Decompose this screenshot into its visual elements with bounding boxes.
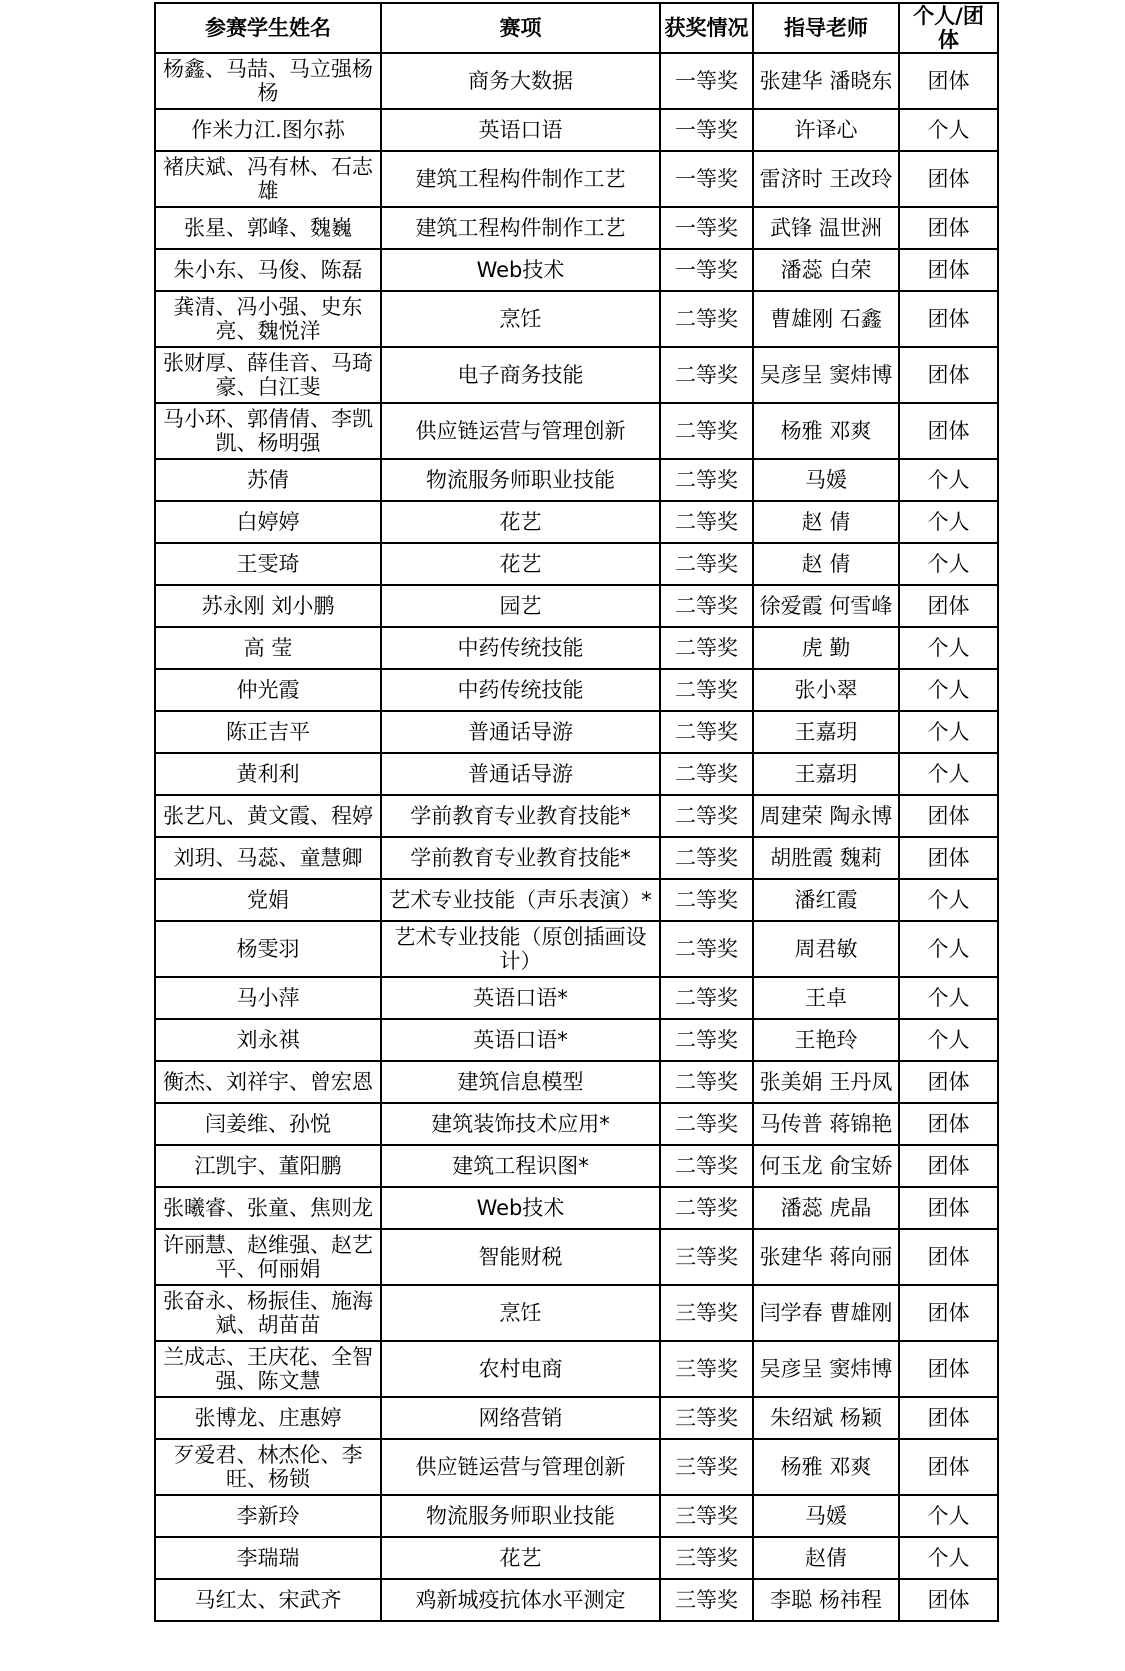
cell-advisors: 胡胜霞 魏莉 [753,837,899,879]
cell-award: 二等奖 [660,543,753,585]
cell-award: 三等奖 [660,1579,753,1621]
cell-award: 三等奖 [660,1495,753,1537]
table-row [155,1187,998,1229]
cell-type: 个人 [899,1019,998,1061]
cell-students: 闫姜维、孙悦 [155,1103,381,1145]
cell-advisors: 马传普 蒋锦艳 [753,1103,899,1145]
cell-event: 普通话导游 [381,711,660,753]
cell-event: 建筑工程识图* [381,1145,660,1187]
cell-students: 仲光霞 [155,669,381,711]
cell-advisors: 赵 倩 [753,543,899,585]
cell-students: 高 莹 [155,627,381,669]
cell-type: 团体 [899,1103,998,1145]
cell-advisors: 虎 勤 [753,627,899,669]
cell-event: 中药传统技能 [381,669,660,711]
table-row [155,1145,998,1187]
cell-students: 作米力江.图尔荪 [155,109,381,151]
cell-type: 团体 [899,151,998,207]
cell-advisors: 王艳玲 [753,1019,899,1061]
cell-advisors: 王卓 [753,977,899,1019]
cell-event: 花艺 [381,1537,660,1579]
table-row [155,1341,998,1397]
cell-students: 陈正吉平 [155,711,381,753]
cell-students: 张博龙、庄惠婷 [155,1397,381,1439]
cell-students: 杨雯羽 [155,921,381,977]
cell-students: 兰成志、王庆花、全智强、陈文慧 [155,1341,381,1397]
header-students: 参赛学生姓名 [155,3,381,53]
table-row [155,977,998,1019]
header-advisors: 指导老师 [753,3,899,53]
table-header [155,3,998,53]
cell-type: 团体 [899,403,998,459]
cell-event: 物流服务师职业技能 [381,1495,660,1537]
cell-award: 二等奖 [660,753,753,795]
cell-advisors: 杨雅 邓爽 [753,403,899,459]
cell-award: 一等奖 [660,207,753,249]
cell-students: 衡杰、刘祥宇、曾宏恩 [155,1061,381,1103]
table-row [155,585,998,627]
cell-students: 苏永刚 刘小鹏 [155,585,381,627]
cell-advisors: 马媛 [753,1495,899,1537]
cell-type: 团体 [899,347,998,403]
table-row [155,543,998,585]
cell-event: Web技术 [381,1187,660,1229]
cell-type: 个人 [899,459,998,501]
cell-advisors: 周建荣 陶永博 [753,795,899,837]
cell-award: 三等奖 [660,1439,753,1495]
cell-type: 个人 [899,753,998,795]
cell-type: 团体 [899,1061,998,1103]
table-row [155,753,998,795]
table-row [155,151,998,207]
table-row [155,501,998,543]
cell-event: 鸡新城疫抗体水平测定 [381,1579,660,1621]
cell-event: 英语口语* [381,977,660,1019]
cell-award: 二等奖 [660,837,753,879]
cell-event: 烹饪 [381,291,660,347]
cell-students: 张艺凡、黄文霞、程婷 [155,795,381,837]
table-row [155,1103,998,1145]
cell-award: 二等奖 [660,669,753,711]
cell-award: 二等奖 [660,879,753,921]
cell-event: 烹饪 [381,1285,660,1341]
cell-students: 李新玲 [155,1495,381,1537]
cell-award: 二等奖 [660,795,753,837]
table-row [155,1061,998,1103]
cell-award: 二等奖 [660,291,753,347]
cell-event: 英语口语 [381,109,660,151]
table-row [155,403,998,459]
cell-students: 王雯琦 [155,543,381,585]
cell-type: 团体 [899,53,998,109]
cell-advisors: 张美娟 王丹凤 [753,1061,899,1103]
cell-advisors: 朱绍斌 杨颖 [753,1397,899,1439]
cell-students: 马小萍 [155,977,381,1019]
cell-event: 普通话导游 [381,753,660,795]
cell-students: 张财厚、薛佳音、马琦豪、白江斐 [155,347,381,403]
cell-event: 英语口语* [381,1019,660,1061]
cell-event: 物流服务师职业技能 [381,459,660,501]
cell-type: 个人 [899,543,998,585]
cell-advisors: 赵倩 [753,1537,899,1579]
cell-award: 二等奖 [660,1019,753,1061]
cell-type: 团体 [899,1229,998,1285]
cell-type: 团体 [899,249,998,291]
table-row [155,921,998,977]
cell-award: 二等奖 [660,977,753,1019]
table-row [155,1397,998,1439]
cell-type: 团体 [899,291,998,347]
cell-students: 李瑞瑞 [155,1537,381,1579]
cell-advisors: 吴彦呈 窦炜博 [753,1341,899,1397]
cell-award: 二等奖 [660,501,753,543]
cell-type: 个人 [899,711,998,753]
cell-event: 园艺 [381,585,660,627]
table-row [155,879,998,921]
cell-advisors: 赵 倩 [753,501,899,543]
cell-type: 个人 [899,109,998,151]
cell-students: 朱小东、马俊、陈磊 [155,249,381,291]
cell-award: 二等奖 [660,921,753,977]
cell-advisors: 何玉龙 俞宝娇 [753,1145,899,1187]
cell-event: 花艺 [381,501,660,543]
table-row [155,669,998,711]
cell-event: 建筑工程构件制作工艺 [381,151,660,207]
cell-advisors: 潘蕊 白荣 [753,249,899,291]
cell-students: 党娟 [155,879,381,921]
cell-award: 二等奖 [660,347,753,403]
cell-event: 农村电商 [381,1341,660,1397]
cell-type: 团体 [899,585,998,627]
awards-table [154,2,999,1622]
table-row [155,291,998,347]
cell-advisors: 闫学春 曹雄刚 [753,1285,899,1341]
cell-award: 二等奖 [660,459,753,501]
cell-event: 建筑装饰技术应用* [381,1103,660,1145]
table-row [155,1439,998,1495]
header-award: 获奖情况 [660,3,753,53]
cell-award: 三等奖 [660,1341,753,1397]
cell-students: 白婷婷 [155,501,381,543]
table-row [155,711,998,753]
table-row [155,1019,998,1061]
cell-advisors: 潘红霞 [753,879,899,921]
cell-event: 商务大数据 [381,53,660,109]
cell-advisors: 张小翠 [753,669,899,711]
cell-award: 二等奖 [660,1103,753,1145]
table-row [155,1285,998,1341]
table-row [155,1229,998,1285]
cell-event: 中药传统技能 [381,627,660,669]
cell-advisors: 杨雅 邓爽 [753,1439,899,1495]
cell-type: 团体 [899,1285,998,1341]
cell-students: 杨鑫、马喆、马立强杨杨 [155,53,381,109]
cell-event: 花艺 [381,543,660,585]
cell-event: 建筑工程构件制作工艺 [381,207,660,249]
cell-type: 个人 [899,627,998,669]
cell-award: 二等奖 [660,627,753,669]
cell-advisors: 曹雄刚 石鑫 [753,291,899,347]
cell-advisors: 李聪 杨祎程 [753,1579,899,1621]
cell-students: 刘永祺 [155,1019,381,1061]
cell-award: 二等奖 [660,1145,753,1187]
table-row [155,837,998,879]
cell-type: 团体 [899,837,998,879]
cell-award: 二等奖 [660,711,753,753]
cell-award: 一等奖 [660,109,753,151]
table-body [155,53,998,1621]
cell-award: 三等奖 [660,1537,753,1579]
cell-award: 三等奖 [660,1397,753,1439]
table-row [155,53,998,109]
cell-advisors: 张建华 潘晓东 [753,53,899,109]
cell-students: 刘玥、马蕊、童慧卿 [155,837,381,879]
cell-event: 网络营销 [381,1397,660,1439]
cell-award: 三等奖 [660,1285,753,1341]
cell-event: 供应链运营与管理创新 [381,403,660,459]
cell-award: 三等奖 [660,1229,753,1285]
table-row [155,1579,998,1621]
cell-award: 一等奖 [660,53,753,109]
cell-advisors: 王嘉玥 [753,711,899,753]
cell-type: 个人 [899,501,998,543]
cell-event: 电子商务技能 [381,347,660,403]
header-row [155,3,998,53]
cell-advisors: 马媛 [753,459,899,501]
cell-event: 学前教育专业教育技能* [381,795,660,837]
cell-advisors: 武锋 温世洲 [753,207,899,249]
cell-advisors: 吴彦呈 窦炜博 [753,347,899,403]
cell-advisors: 张建华 蒋向丽 [753,1229,899,1285]
table-row [155,109,998,151]
cell-type: 团体 [899,1341,998,1397]
cell-students: 张奋永、杨振佳、施海斌、胡苗苗 [155,1285,381,1341]
cell-advisors: 潘蕊 虎晶 [753,1187,899,1229]
header-type: 个人/团体 [899,3,998,53]
cell-type: 个人 [899,1537,998,1579]
table-row [155,459,998,501]
cell-event: Web技术 [381,249,660,291]
table-row [155,249,998,291]
cell-type: 团体 [899,1579,998,1621]
cell-event: 建筑信息模型 [381,1061,660,1103]
cell-type: 团体 [899,1397,998,1439]
cell-students: 歹爱君、林杰伦、李旺、杨锁 [155,1439,381,1495]
cell-award: 一等奖 [660,249,753,291]
cell-advisors: 周君敏 [753,921,899,977]
cell-students: 褚庆斌、冯有林、石志雄 [155,151,381,207]
table-row [155,1537,998,1579]
cell-type: 团体 [899,1439,998,1495]
table-row [155,795,998,837]
cell-students: 张星、郭峰、魏巍 [155,207,381,249]
table-row [155,627,998,669]
cell-event: 艺术专业技能（原创插画设计） [381,921,660,977]
table-row [155,347,998,403]
cell-type: 个人 [899,977,998,1019]
cell-advisors: 许译心 [753,109,899,151]
cell-students: 马红太、宋武齐 [155,1579,381,1621]
cell-event: 供应链运营与管理创新 [381,1439,660,1495]
cell-students: 许丽慧、赵维强、赵艺平、何丽娟 [155,1229,381,1285]
cell-award: 二等奖 [660,1061,753,1103]
cell-event: 智能财税 [381,1229,660,1285]
cell-advisors: 徐爱霞 何雪峰 [753,585,899,627]
cell-advisors: 雷济时 王改玲 [753,151,899,207]
cell-type: 团体 [899,207,998,249]
cell-type: 团体 [899,1145,998,1187]
cell-type: 个人 [899,879,998,921]
table-row [155,1495,998,1537]
cell-students: 马小环、郭倩倩、李凯凯、杨明强 [155,403,381,459]
cell-award: 二等奖 [660,1187,753,1229]
cell-event: 学前教育专业教育技能* [381,837,660,879]
cell-award: 一等奖 [660,151,753,207]
cell-students: 黄利利 [155,753,381,795]
cell-type: 团体 [899,795,998,837]
cell-students: 江凯宇、董阳鹏 [155,1145,381,1187]
cell-type: 个人 [899,1495,998,1537]
cell-students: 龚清、冯小强、史东亮、魏悦洋 [155,291,381,347]
cell-type: 团体 [899,1187,998,1229]
cell-students: 张曦睿、张童、焦则龙 [155,1187,381,1229]
table-row [155,207,998,249]
cell-advisors: 王嘉玥 [753,753,899,795]
header-event: 赛项 [381,3,660,53]
cell-type: 个人 [899,921,998,977]
cell-award: 二等奖 [660,403,753,459]
cell-event: 艺术专业技能（声乐表演）* [381,879,660,921]
cell-students: 苏倩 [155,459,381,501]
cell-award: 二等奖 [660,585,753,627]
cell-type: 个人 [899,669,998,711]
